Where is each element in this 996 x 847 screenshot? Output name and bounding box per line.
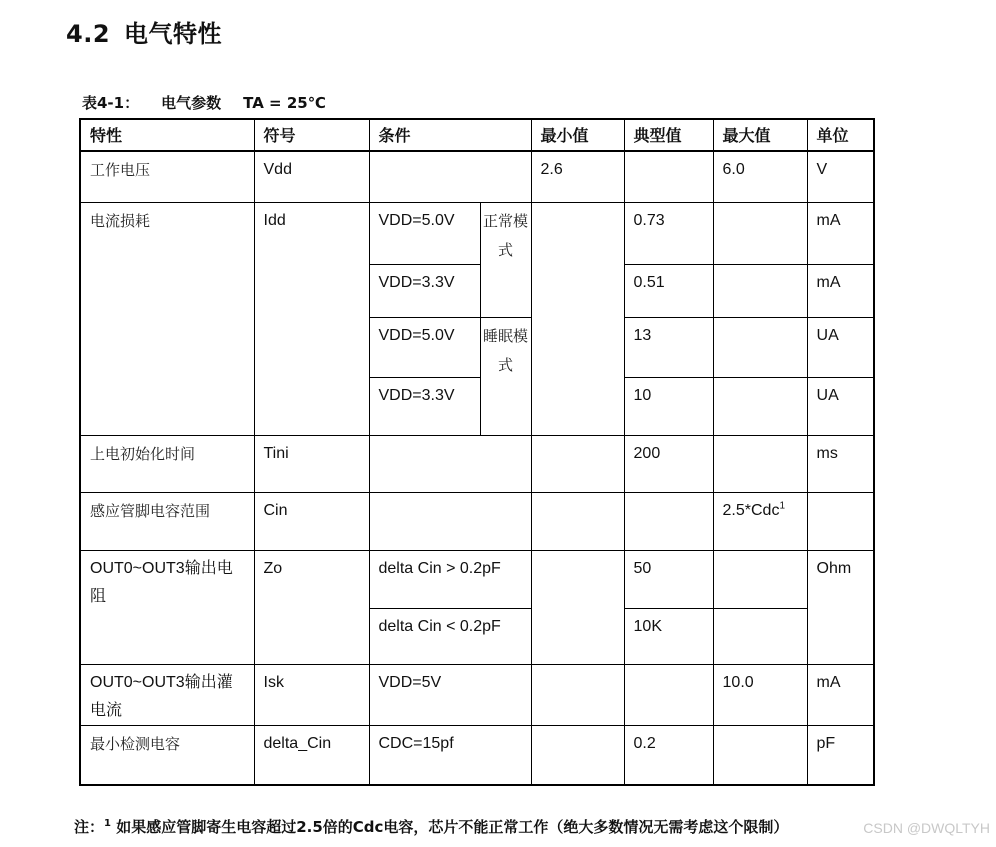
- max-cell: 10.0: [713, 664, 807, 725]
- max-cell: [713, 377, 807, 435]
- condition-cell: VDD=5.0V: [369, 202, 480, 264]
- table-row: [80, 202, 874, 264]
- condition-cell: delta Cin < 0.2pF: [369, 608, 531, 664]
- header-characteristic: 特性: [80, 119, 254, 151]
- min-cell: [531, 202, 624, 435]
- typ-cell: 13: [624, 317, 713, 377]
- min-cell: [531, 435, 624, 492]
- table-caption-label: 表4-1：: [82, 94, 140, 112]
- table-row: [80, 492, 874, 550]
- max-cell: 6.0: [713, 151, 807, 202]
- condition-cell: VDD=5V: [369, 664, 531, 725]
- unit-cell: mA: [807, 664, 874, 725]
- param-cell: 最小检测电容: [80, 725, 254, 785]
- max-cell: [713, 202, 807, 264]
- param-cell: 电流损耗: [80, 202, 254, 435]
- typ-cell: [624, 492, 713, 550]
- unit-cell: Ohm: [807, 550, 874, 664]
- condition-cell: VDD=3.3V: [369, 264, 480, 317]
- header-typ: 典型值: [624, 119, 713, 151]
- header-condition: 条件: [369, 119, 531, 151]
- condition-cell: [369, 151, 531, 202]
- header-symbol: 符号: [254, 119, 369, 151]
- param-cell: 工作电压: [80, 151, 254, 202]
- typ-cell: 0.73: [624, 202, 713, 264]
- param-text: OUT0~OUT3输出电阻: [90, 559, 233, 605]
- section-heading: [66, 14, 222, 49]
- table-caption-condition: TA = 25℃: [243, 94, 326, 112]
- table-header-row: [80, 119, 874, 151]
- typ-cell: [624, 151, 713, 202]
- min-cell: [531, 550, 624, 664]
- table-row: [80, 435, 874, 492]
- symbol-cell: Vdd: [254, 151, 369, 202]
- mode-cell-normal: 正常模式: [480, 202, 531, 317]
- max-cell: [713, 492, 807, 550]
- unit-cell: pF: [807, 725, 874, 785]
- param-cell: 感应管脚电容范围: [80, 492, 254, 550]
- header-unit: 单位: [807, 119, 874, 151]
- symbol-cell: delta_Cin: [254, 725, 369, 785]
- table-row: [80, 550, 874, 608]
- footnote-label: 注：: [74, 818, 105, 836]
- footnote: [74, 816, 788, 837]
- symbol-cell: Isk: [254, 664, 369, 725]
- condition-cell: [369, 492, 531, 550]
- typ-cell: 10: [624, 377, 713, 435]
- footnote-text: 如果感应管脚寄生电容超过2.5倍的Cdc电容，芯片不能正常工作（绝大多数情况无需考虑这个限制）: [116, 818, 789, 836]
- unit-cell: V: [807, 151, 874, 202]
- header-min: 最小值: [531, 119, 624, 151]
- section-title: 电气特性: [124, 20, 223, 48]
- unit-cell: ms: [807, 435, 874, 492]
- typ-cell: 200: [624, 435, 713, 492]
- max-cell: [713, 264, 807, 317]
- max-cell: [713, 550, 807, 608]
- table-row: [80, 725, 874, 785]
- footnote-ref: 1: [779, 500, 785, 512]
- condition-cell: [369, 435, 531, 492]
- min-cell: [531, 664, 624, 725]
- max-cell: [713, 725, 807, 785]
- footnote-marker: 1: [104, 818, 111, 829]
- min-cell: 2.6: [531, 151, 624, 202]
- min-cell: [531, 725, 624, 785]
- condition-cell: delta Cin > 0.2pF: [369, 550, 531, 608]
- electrical-parameters-table: [79, 118, 875, 786]
- typ-cell: [624, 664, 713, 725]
- table-caption: [82, 92, 348, 113]
- unit-cell: UA: [807, 377, 874, 435]
- table-caption-name: 电气参数: [161, 94, 222, 112]
- unit-cell: [807, 492, 874, 550]
- max-cell: [713, 435, 807, 492]
- typ-cell: 0.51: [624, 264, 713, 317]
- unit-cell: mA: [807, 202, 874, 264]
- symbol-cell: Cin: [254, 492, 369, 550]
- mode-cell-sleep: 睡眠模式: [480, 317, 531, 435]
- section-number: 4.2: [66, 20, 111, 48]
- unit-cell: UA: [807, 317, 874, 377]
- table-row: [80, 664, 874, 725]
- condition-cell: VDD=5.0V: [369, 317, 480, 377]
- symbol-cell: Idd: [254, 202, 369, 435]
- typ-cell: 50: [624, 550, 713, 608]
- typ-cell: 10K: [624, 608, 713, 664]
- condition-cell: VDD=3.3V: [369, 377, 480, 435]
- param-cell: OUT0~OUT3输出灌电流: [80, 664, 254, 725]
- max-value: 2.5*Cdc: [722, 501, 780, 519]
- header-max: 最大值: [713, 119, 807, 151]
- table-row: [80, 151, 874, 202]
- param-cell: 上电初始化时间: [80, 435, 254, 492]
- symbol-cell: Tini: [254, 435, 369, 492]
- typ-cell: 0.2: [624, 725, 713, 785]
- symbol-cell: Zo: [254, 550, 369, 664]
- param-cell: [80, 550, 254, 664]
- watermark: CSDN @DWQLTYH: [863, 820, 990, 836]
- max-cell: [713, 317, 807, 377]
- max-cell: [713, 608, 807, 664]
- condition-cell: CDC=15pf: [369, 725, 531, 785]
- unit-cell: mA: [807, 264, 874, 317]
- min-cell: [531, 492, 624, 550]
